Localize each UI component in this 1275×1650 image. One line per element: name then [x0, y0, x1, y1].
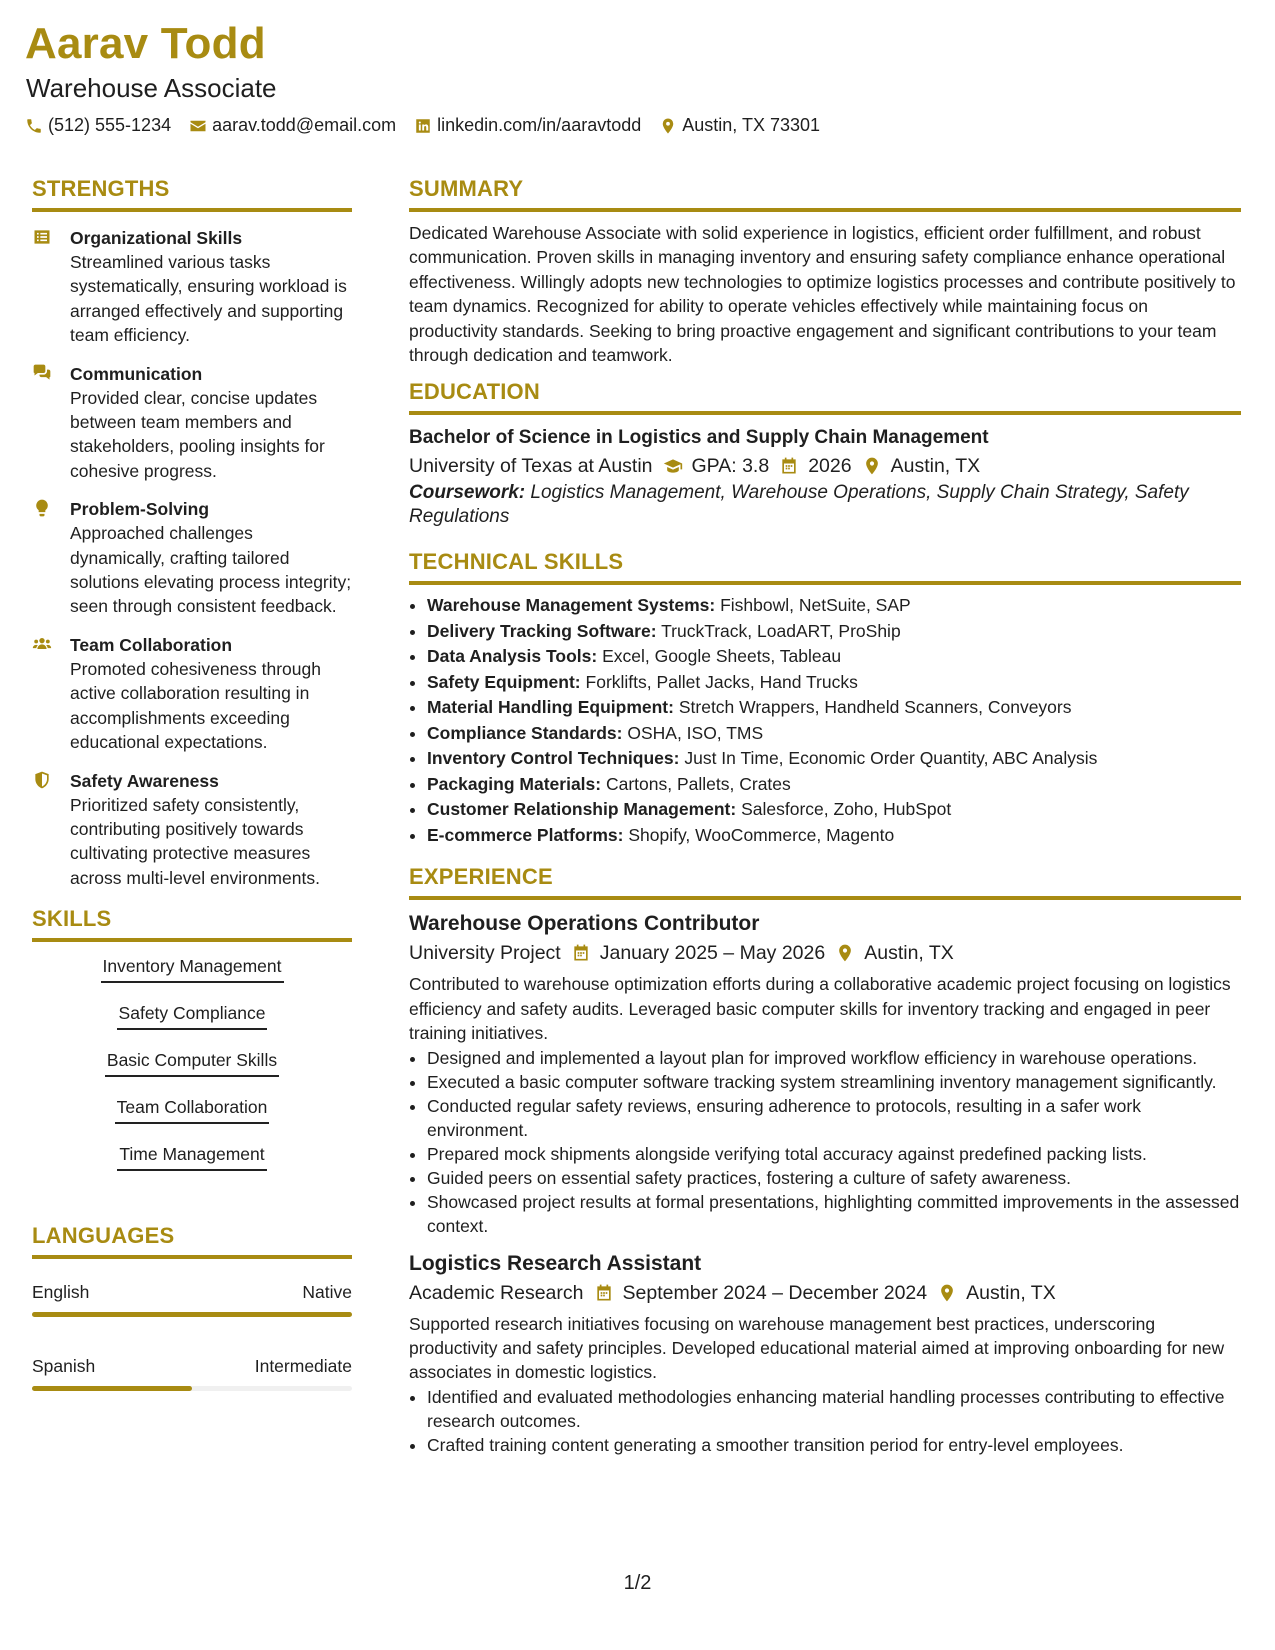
list-item [427, 644, 1241, 670]
list-item [427, 619, 1241, 645]
skills-list [32, 952, 352, 1187]
job-title: Logistics Research Assistant [409, 1251, 702, 1275]
education-location: Austin, TX [890, 455, 981, 478]
language-proficiency-fill [32, 1386, 192, 1391]
contact-email[interactable] [189, 115, 396, 136]
strength-desc: Approached challenges dynamically, crafting tailored solutions elevating process integrity; seen through consistent feedback. [70, 523, 352, 617]
strength-title: Communication [70, 363, 203, 384]
linkedin-icon [414, 117, 432, 135]
list-item: • Identified and evaluated methodologies enhancing material handling processes contributing to effective research outcomes. [427, 1385, 1241, 1433]
skill-value: TruckTrack, LoadART, ProShip [661, 620, 901, 641]
linkedin-text: linkedin.com/in/aaravtodd [437, 115, 642, 135]
technical-skills-section [409, 551, 1241, 848]
strength-title: Organizational Skills [70, 228, 243, 248]
candidate-title: Warehouse Associate [26, 73, 277, 103]
job-title: Warehouse Operations Contributor [409, 912, 760, 936]
education-meta [409, 451, 1241, 481]
skill-item: Time Management [117, 1140, 266, 1171]
skill-item: Safety Compliance [117, 999, 268, 1030]
graduation-cap-icon [663, 456, 683, 476]
job-bullets [409, 1046, 1241, 1238]
strength-desc: Promoted cohesiveness through active collaboration resulting in accomplishments exceeding educational expectations. [70, 658, 321, 753]
strengths-list [32, 226, 352, 890]
skill-label: Packaging Materials: [427, 773, 602, 794]
job-dates: January 2025 – May 2026 [599, 942, 826, 965]
job-meta [409, 1278, 1241, 1308]
skill-label: E-commerce Platforms: [427, 824, 624, 845]
phone-icon [25, 117, 43, 135]
skill-item: Basic Computer Skills [105, 1046, 279, 1077]
list-item: • Showcased project results at formal presentations, highlighting committed improvements in the assessed context. [427, 1190, 1241, 1238]
list-item [427, 593, 1241, 619]
list-item [427, 797, 1241, 823]
technical-skills-list [409, 593, 1241, 848]
job-description: Supported research initiatives focusing on warehouse management best practices, underscoring productivity and safety principles. Developed educational material aimed at improving onboarding for new associates in domestic logistics. [409, 1313, 1225, 1383]
skills-heading: SKILLS [32, 908, 352, 942]
lightbulb-icon [32, 498, 52, 518]
skill-label: Customer Relationship Management: [427, 799, 737, 820]
job-description: Contributed to warehouse optimization efforts during a collaborative academic project focusing on logistics efficiency and safety audits. Leveraged basic computer skills for inventory tracking and engaged in peer training initiatives. [409, 974, 1231, 1044]
map-marker-icon [937, 1283, 957, 1303]
coursework-text: Logistics Management, Warehouse Operations, Supply Chain Strategy, Safety Regulations [409, 482, 1189, 528]
education-gpa: GPA: 3.8 [691, 455, 770, 478]
list-item [427, 670, 1241, 696]
list-item: • Prepared mock shipments alongside verifying total accuracy against predefined packing lists. [427, 1142, 1241, 1166]
job-bullets [409, 1385, 1241, 1457]
skill-value: Just In Time, Economic Order Quantity, ABC Analysis [684, 748, 1098, 769]
language-proficiency-bar [32, 1386, 352, 1391]
summary-text: Dedicated Warehouse Associate with solid experience in logistics, efficient order fulfillment, and robust communication. Proven skills in managing inventory and ensuring safety compliance enhance operational effectiveness. Willingly adopts new technologies to optimize logistics processes and contribute positively to team dynamics. Recognized for ability to operate vehicles effectively while maintaining focus on productivity standards. Seeking to bring proactive engagement and significant contributions to your team through dedication and teamwork. [409, 223, 1236, 366]
language-name: Spanish [32, 1356, 96, 1377]
envelope-icon [189, 117, 207, 135]
calendar-icon [779, 456, 799, 476]
skill-label: Warehouse Management Systems: [427, 595, 716, 616]
education-coursework [409, 481, 1241, 529]
location-text: Austin, TX 73301 [682, 115, 821, 135]
skill-value: Forklifts, Pallet Jacks, Hand Trucks [585, 671, 858, 692]
phone-text: (512) 555-1234 [48, 115, 172, 135]
language-proficiency-fill [32, 1312, 352, 1317]
strength-item [32, 633, 352, 755]
skill-value: Fishbowl, NetSuite, SAP [720, 595, 911, 616]
candidate-name: Aarav Todd [25, 19, 266, 68]
skill-value: OSHA, ISO, TMS [627, 722, 764, 743]
strength-item [32, 362, 352, 484]
list-item [427, 721, 1241, 747]
skill-label: Delivery Tracking Software: [427, 620, 657, 641]
skill-value: Cartons, Pallets, Crates [605, 773, 791, 794]
experience-section [409, 866, 1241, 1456]
strength-desc: Streamlined various tasks systematically, ensuring workload is arranged effectively and supporting team efficiency. [70, 252, 347, 346]
skill-value: Salesforce, Zoho, HubSpot [741, 799, 952, 820]
list-item [427, 772, 1241, 798]
job-location: Austin, TX [864, 942, 954, 965]
list-item: • Executed a basic computer software tracking system streamlining inventory management significantly. [427, 1070, 1241, 1094]
education-school: University of Texas at Austin [409, 455, 653, 478]
strength-item [32, 497, 352, 619]
comments-icon [32, 363, 52, 383]
coursework-label: Coursework: [409, 482, 526, 504]
strengths-heading: STRENGTHS [32, 178, 352, 212]
list-item [427, 695, 1241, 721]
skill-value: Stretch Wrappers, Handheld Scanners, Conveyors [678, 697, 1072, 718]
contact-location [659, 115, 820, 136]
job-org: Academic Research [409, 1281, 584, 1304]
skill-value: Excel, Google Sheets, Tableau [602, 646, 842, 667]
contact-linkedin[interactable] [414, 115, 641, 136]
contact-bar [25, 115, 838, 136]
contact-phone[interactable] [25, 115, 171, 136]
map-marker-icon [835, 943, 855, 963]
skill-label: Inventory Control Techniques: [427, 748, 680, 769]
languages-list [32, 1281, 352, 1391]
list-icon [32, 227, 52, 247]
strength-desc: Provided clear, concise updates between team members and stakeholders, pooling insights for cohesive progress. [70, 387, 325, 481]
language-name: English [32, 1282, 90, 1303]
page-number: 1/2 [623, 1572, 652, 1594]
strength-title: Safety Awareness [70, 770, 219, 791]
job-dates: September 2024 – December 2024 [622, 1281, 928, 1304]
map-marker-icon [659, 117, 677, 135]
language-proficiency-bar [32, 1312, 352, 1317]
education-section [409, 381, 1241, 529]
strength-title: Problem-Solving [70, 499, 210, 520]
experience-heading: EXPERIENCE [409, 866, 1241, 900]
list-item: • Crafted training content generating a smoother transition period for entry-level employees. [427, 1433, 1241, 1457]
job-location: Austin, TX [966, 1281, 1056, 1304]
list-item [427, 823, 1241, 849]
calendar-icon [571, 943, 591, 963]
language-level: Intermediate [254, 1356, 352, 1377]
users-icon [32, 634, 52, 654]
language-level: Native [302, 1282, 352, 1303]
skill-label: Data Analysis Tools: [427, 646, 598, 667]
education-heading: EDUCATION [409, 381, 1241, 415]
skill-item: Team Collaboration [115, 1093, 270, 1124]
education-year: 2026 [808, 455, 852, 478]
languages-heading: LANGUAGES [32, 1225, 352, 1259]
technical-skills-heading: TECHNICAL SKILLS [409, 551, 1241, 585]
skill-label: Material Handling Equipment: [427, 697, 674, 718]
language-row [32, 1281, 352, 1303]
education-degree: Bachelor of Science in Logistics and Supply Chain Management [409, 427, 989, 449]
skill-label: Compliance Standards: [427, 722, 623, 743]
list-item: • Guided peers on essential safety practices, fostering a culture of safety awareness. [427, 1166, 1241, 1190]
calendar-icon [594, 1283, 614, 1303]
strength-item [32, 769, 352, 891]
job-meta [409, 938, 1241, 968]
list-item [427, 746, 1241, 772]
right-column [409, 178, 1241, 1471]
skill-value: Shopify, WooCommerce, Magento [628, 824, 895, 845]
skill-label: Safety Equipment: [427, 671, 581, 692]
strength-item [32, 226, 352, 348]
list-item: • Conducted regular safety reviews, ensuring adherence to protocols, resulting in a safer work environment. [427, 1094, 1241, 1142]
summary-section [409, 178, 1241, 367]
summary-heading: SUMMARY [409, 178, 1241, 212]
skill-item: Inventory Management [101, 952, 284, 983]
shield-icon [32, 770, 52, 790]
job-org: University Project [409, 942, 561, 965]
language-row [32, 1355, 352, 1377]
email-text: aarav.todd@email.com [212, 115, 397, 135]
list-item: • Designed and implemented a layout plan for improved workflow efficiency in warehouse operations. [427, 1046, 1241, 1070]
left-column [32, 178, 352, 1429]
map-marker-icon [862, 456, 882, 476]
strength-title: Team Collaboration [70, 634, 233, 655]
strength-desc: Prioritized safety consistently, contributing positively towards cultivating protective measures across multi-level environments. [70, 794, 320, 888]
